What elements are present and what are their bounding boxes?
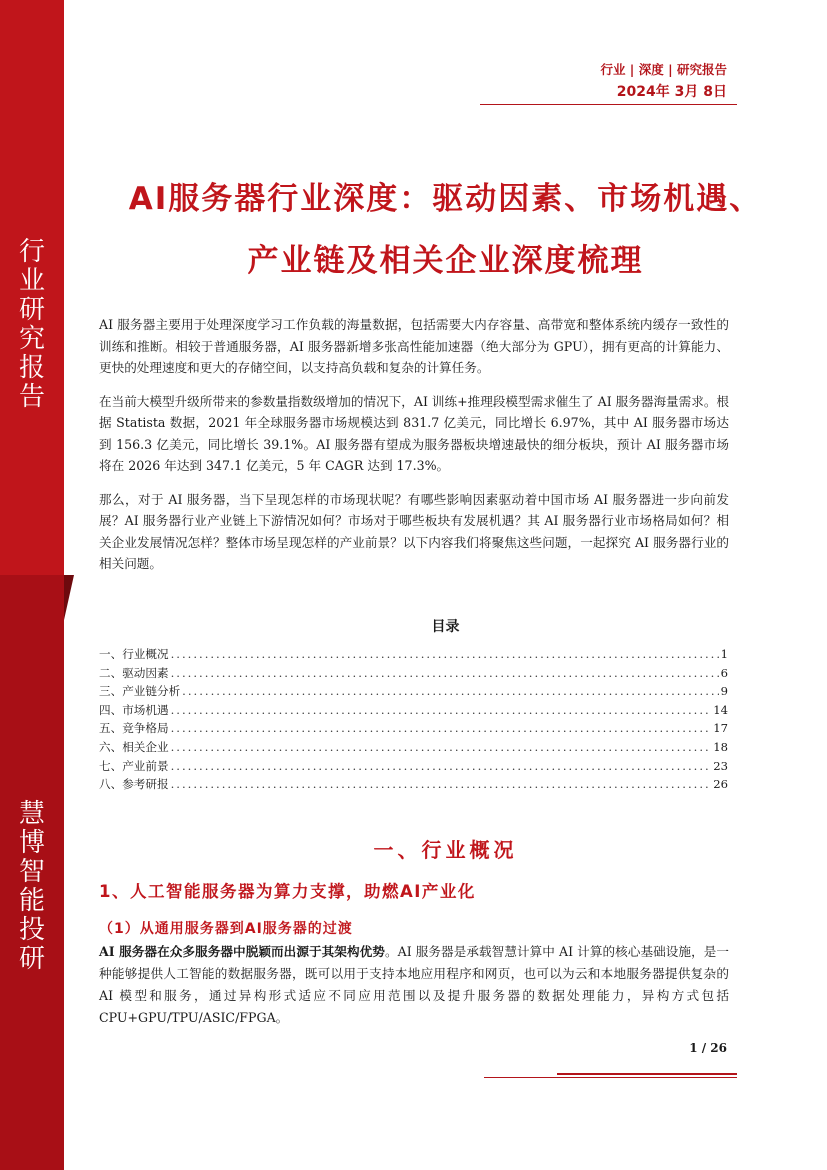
toc-heading: 目录 [431,619,460,635]
toc-leader-dots [182,682,718,701]
toc-item-label: 五、竞争格局 [99,721,169,736]
toc-item[interactable] [99,664,728,683]
intro-paragraph-1: AI 服务器主要用于处理深度学习工作负载的海量数据，包括需要大内存容量、高带宽和整体系统内缓存一致性的训练和推断。相较于普通服务器，AI 服务器新增多张高性能加速器（绝大部分为 GPU），拥有更高的计算能力、更快的处理速度和更大的存储空间，以支持高负载和复杂的计算任务。 [99,317,729,375]
toc-item-page: 18 [713,739,728,754]
toc-item[interactable] [99,738,728,757]
intro-paragraph-2: 在当前大模型升级所带来的参数量指数级增加的情况下，AI 训练+推理段模型需求催生了 AI 服务器海量需求。根据 Statista 数据，2021 年全球服务器市场规模达到 831.7 亿美元，同比增长 6.97%，其中 AI 服务器市场达到 156.3 亿美元，同比增长 39.1%。AI 服务器有望成为服务器板块增速最快的细分板块，预计 AI 服务器市场将在 2026 年达到 347.1 亿美元，5 年 CAGR 达到 17.3%。 [99,393,730,473]
toc-item-page: 1 [720,647,728,661]
toc-item-label: 三、产业链分析 [99,684,181,699]
toc-item-label: 六、相关企业 [99,739,169,754]
document-title [64,168,827,292]
toc-leader-dots [171,719,712,738]
toc-item[interactable] [99,682,728,701]
toc-item-page: 17 [713,721,728,736]
page-number: 1 / 26 [689,1041,727,1055]
sidebar-label-brand [0,800,64,974]
toc-item[interactable] [99,701,728,720]
sidebar-char: 告 [18,382,45,412]
toc-leader-dots [171,757,712,776]
footer-rule-thin [484,1077,737,1078]
title-line-2: 产业链及相关企业深度梳理 [247,243,644,279]
report-category-tag: 行业 | 深度 | 研究报告 [600,62,727,77]
toc-leader-dots [171,645,719,664]
title-line-1: AI服务器行业深度：驱动因素、市场机遇、 [128,181,763,217]
toc-leader-dots [171,775,712,794]
sidebar-char: 研 [18,295,45,325]
sidebar-char: 能 [18,886,45,916]
toc-item[interactable] [99,775,728,794]
intro-section [99,314,729,587]
sub-subsection-heading: （1）从通用服务器到AI服务器的过渡 [99,921,353,937]
footer-rule-thick [557,1073,737,1075]
sidebar-char: 投 [18,915,45,945]
section-paragraph [99,941,729,1029]
toc-item-page: 14 [713,702,728,717]
toc-item-label: 八、参考研报 [99,777,169,792]
intro-paragraph-3: 那么，对于 AI 服务器，当下呈现怎样的市场现状呢？有哪些影响因素驱动着中国市场 AI 服务器进一步向前发展？AI 服务器行业产业链上下游情况如何？市场对于哪些板块有发展机遇？其 AI 服务器行业市场格局如何？相关企业发展情况怎样？整体市场呈现怎样的产业前景？以下内容我们将聚焦这些问题，一起探究 AI 服务器行业的相关问题。 [99,491,729,571]
sidebar-char: 博 [18,828,45,858]
subsection-heading: 1、人工智能服务器为算力支撑，助燃AI产业化 [99,882,476,901]
sidebar-char: 报 [18,353,45,383]
section-paragraph-lead: AI 服务器在众多服务器中脱颖而出源于其架构优势 [99,944,385,959]
sidebar-label-report-type [0,238,64,412]
sidebar-char: 行 [18,237,45,267]
toc-leader-dots [171,701,712,720]
toc-item-label: 一、行业概况 [99,647,169,661]
table-of-contents [99,645,728,794]
sidebar-char: 慧 [18,799,45,829]
toc-item-label: 七、产业前景 [99,758,169,773]
sidebar-char: 究 [18,324,45,354]
toc-item-page: 6 [720,665,728,680]
toc-item[interactable] [99,757,728,776]
toc-leader-dots [171,738,712,757]
header-divider [480,104,737,105]
section-heading: 一、行业概况 [373,838,518,862]
toc-item[interactable] [99,645,728,664]
toc-leader-dots [171,664,719,683]
toc-item[interactable] [99,719,728,738]
toc-item-page: 26 [713,777,728,792]
toc-item-page: 9 [720,684,728,699]
sidebar-char: 业 [18,266,45,296]
sidebar-char: 智 [18,857,45,887]
sidebar-fold [64,575,74,620]
section-paragraph-body: 。AI 服务器是承载智慧计算中 AI 计算的核心基础设施，是一种能够提供人工智能的数据服务器，既可以用于支持本地应用程序和网页，也可以为云和本地服务器提供复杂的 AI 模型和服务，通过异构形式适应不同应用范围以及提升服务器的数据处理能力，异构方式包括 CPU+GPU/TPU/ASIC/FPGA。 [99,944,730,1025]
toc-item-page: 23 [713,758,728,773]
sidebar-char: 研 [18,944,45,974]
report-date: 2024年 3月 8日 [616,84,727,100]
toc-item-label: 二、驱动因素 [99,665,169,680]
toc-item-label: 四、市场机遇 [99,702,169,717]
